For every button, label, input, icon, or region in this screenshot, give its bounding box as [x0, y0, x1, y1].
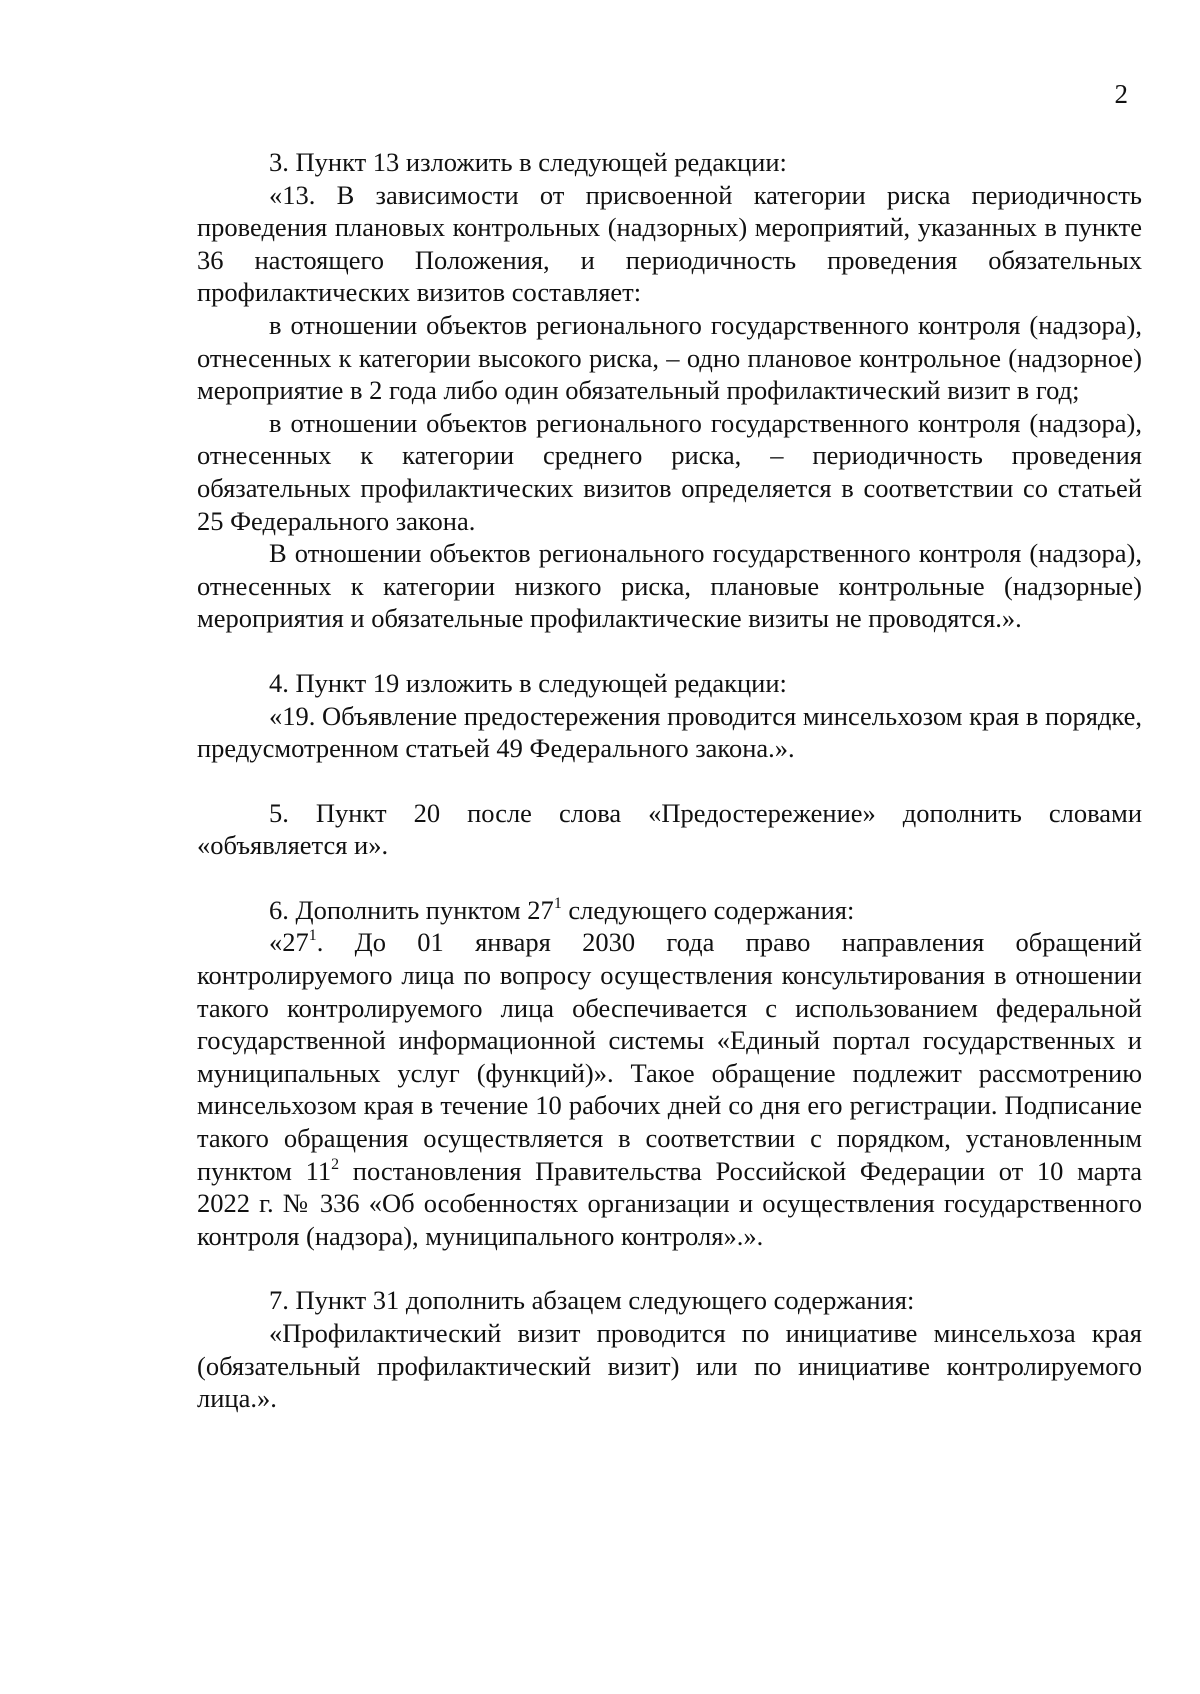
heading-text: 6. Дополнить пунктом 27 — [269, 894, 554, 925]
amendment-heading: 4. Пункт 19 изложить в следующей редакции: — [269, 667, 787, 698]
amendment-heading — [197, 894, 1142, 927]
superscript: 1 — [308, 927, 317, 945]
amendment-heading: 3. Пункт 13 изложить в следующей редакции: — [269, 147, 787, 177]
amendment-item-4 — [197, 667, 1142, 765]
amendment-paragraph: в отношении объектов регионального государственного контроля (надзора), отнесенных к категории среднего риска, – периодичность проведения обязательных профилактических визитов определяется в соответствии со статьей 25 Федерального закона. — [197, 407, 1142, 536]
amendment-paragraph: «Профилактический визит проводится по инициативе минсельхоза края (обязательный профилактический визит) или по инициативе контролируемого лица.». — [197, 1318, 1142, 1414]
superscript: 1 — [553, 894, 562, 912]
amendment-item-7 — [197, 1284, 1142, 1414]
amendment-heading: 5. Пункт 20 после слова «Предостережение» дополнить словами «объявляется и». — [197, 797, 1142, 861]
paragraph-text: постановления Правительства Российской Федерации от 10 марта 2022 г. № 336 «Об особенностях организации и осуществления государственного контроля (надзора), муниципального контроля».». — [197, 1155, 1142, 1251]
amendment-item-5 — [197, 797, 1142, 862]
page-number: 2 — [1114, 79, 1128, 109]
amendment-paragraph: «13. В зависимости от присвоенной категории риска периодичность проведения плановых контрольных (надзорных) мероприятий, указанных в пункте 36 настоящего Положения, и периодичность проведения обязательных профилактических визитов составляет: — [197, 179, 1142, 308]
paragraph-text: . До 01 января 2030 года право направления обращений контролируемого лица по вопросу осуществления консультирования в отношении такого контролируемого лица обеспечивается с использованием федеральной государственной информационной системы «Единый портал государственных и муниципальных услуг (функций)». Такое обращение подлежит рассмотрению минсельхозом края в течение 10 рабочих дней со дня его регистрации. Подписание такого обращения осуществляется в соответствии с порядком, установленным пунктом 11 — [197, 927, 1142, 1186]
amendment-heading: 7. Пункт 31 дополнить абзацем следующего содержания: — [269, 1285, 915, 1316]
amendment-paragraph: В отношении объектов регионального государственного контроля (надзора), отнесенных к категории низкого риска, плановые контрольные (надзорные) мероприятия и обязательные профилактические визиты не проводятся.». — [197, 538, 1142, 634]
document-body — [197, 146, 1142, 1415]
amendment-item-3 — [197, 146, 1142, 635]
amendment-paragraph: в отношении объектов регионального государственного контроля (надзора), отнесенных к категории высокого риска, – одно плановое контрольное (надзорное) мероприятие в 2 года либо один обязательный профилактический визит в год; — [197, 309, 1142, 406]
superscript: 2 — [331, 1155, 340, 1173]
amendment-paragraph: «19. Объявление предостережения проводится минсельхозом края в порядке, предусмотренном статьей 49 Федерального закона.». — [197, 700, 1142, 764]
amendment-paragraph — [197, 926, 1142, 1252]
paragraph-text: «27 — [269, 927, 309, 958]
amendment-item-6 — [197, 894, 1142, 1253]
heading-text: следующего содержания: — [561, 894, 855, 925]
